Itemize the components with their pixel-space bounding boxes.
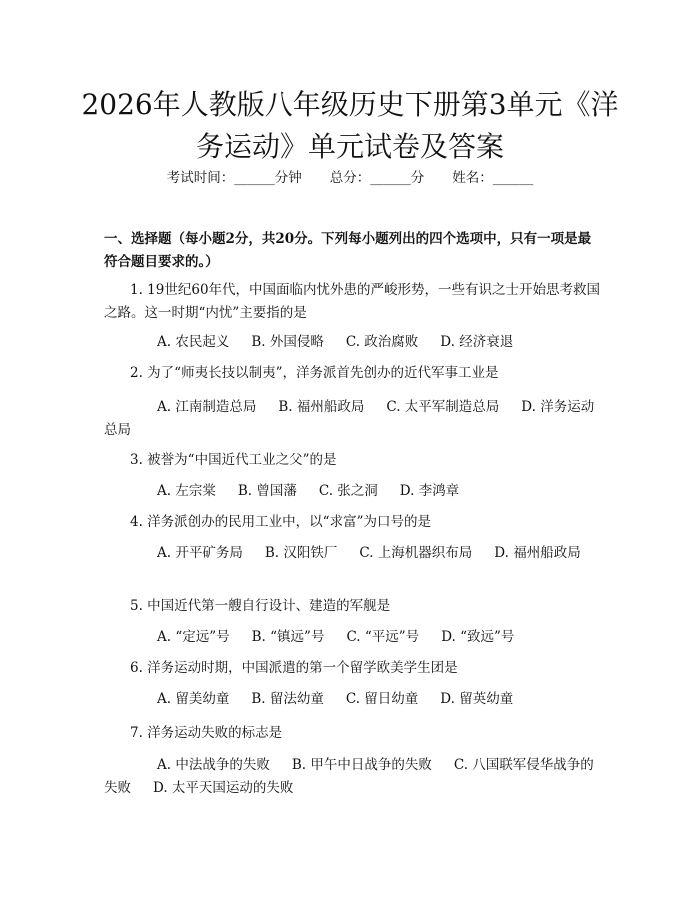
option-d: D. 留英幼童 (440, 691, 514, 707)
option-d: D. 福州船政局 (494, 545, 581, 561)
option-a: A. 开平矿务局 (157, 545, 243, 561)
question-7 (104, 722, 604, 745)
question-stem: 2. 为了“师夷长技以制夷”，洋务派首先创办的近代军事工业是 (130, 365, 499, 381)
question-stem: 4. 洋务派创办的民用工业中，以“求富”为口号的是 (130, 514, 431, 530)
option-b: B. 留法幼童 (251, 691, 324, 707)
option-d: D. 李鸿章 (399, 483, 460, 499)
option-c: C. 太平军制造总局 (386, 399, 500, 415)
question-4-options (104, 542, 604, 565)
option-c: C. 上海机器织布局 (359, 545, 473, 561)
option-b: B. 甲午中日战争的失败 (291, 757, 432, 773)
option-d: D. 太平天国运动的失败 (153, 780, 294, 796)
option-b: B. 曾国藩 (237, 483, 297, 499)
question-2 (104, 362, 604, 385)
question-stem: 6. 洋务运动时期，中国派遣的第一个留学欧美学生团是 (130, 660, 458, 676)
exam-title (0, 84, 700, 168)
student-name-field: 姓名：______ (452, 170, 534, 186)
question-4 (104, 511, 604, 534)
question-3 (104, 449, 604, 472)
question-6-options (104, 688, 604, 711)
exam-title-line-1: 2026年人教版八年级历史下册第3单元《洋 (81, 88, 619, 121)
option-a: A. “定远”号 (157, 629, 230, 645)
option-d: D. 洋务运动总局 (104, 399, 595, 438)
exam-time-field: 考试时间：______分钟 (166, 170, 302, 186)
question-stem: 1. 19世纪60年代，中国面临内忧外患的严峻形势，一些有识之士开始思考救国之路。这一时期“内忧”主要指的是 (104, 282, 601, 321)
option-b: B. 汉阳铁厂 (264, 545, 338, 561)
question-3-options (104, 480, 604, 503)
option-a: A. 左宗棠 (157, 483, 216, 499)
question-2-options (104, 396, 604, 442)
question-stem: 7. 洋务运动失败的标志是 (130, 725, 283, 741)
option-d: D. “致远”号 (441, 629, 515, 645)
option-c: C. 八国联军侵华战争的失败 (104, 757, 594, 796)
option-b: B. “镇远”号 (251, 629, 325, 645)
option-d: D. 经济衰退 (440, 334, 514, 350)
question-5-options (104, 626, 604, 649)
exam-info-line (0, 168, 700, 188)
option-a: A. 农民起义 (157, 334, 230, 350)
option-c: C. 张之洞 (318, 483, 378, 499)
option-b: B. 外国侵略 (251, 334, 324, 350)
option-c: C. “平远”号 (346, 629, 420, 645)
option-a: A. 江南制造总局 (157, 399, 257, 415)
option-c: C. 留日幼童 (345, 691, 419, 707)
question-stem: 5. 中国近代第一艘自行设计、建造的军舰是 (130, 598, 391, 614)
option-a: A. 中法战争的失败 (157, 757, 270, 773)
exam-title-line-2: 务运动》单元试卷及答案 (195, 130, 504, 163)
question-7-options (104, 754, 604, 800)
section-heading-multiple-choice: 一、选择题（每小题2分，共20分。下列每小题列出的四个选项中，只有一项是最符合题目要求的。） (104, 231, 592, 270)
total-score-field: 总分：______分 (329, 170, 425, 186)
question-6 (104, 657, 604, 680)
option-c: C. 政治腐败 (345, 334, 419, 350)
option-b: B. 福州船政局 (278, 399, 365, 415)
option-a: A. 留美幼童 (157, 691, 230, 707)
question-5 (104, 595, 604, 618)
question-1-options (104, 331, 604, 354)
question-stem: 3. 被誉为“中国近代工业之父”的是 (130, 452, 337, 468)
question-1 (104, 279, 604, 325)
